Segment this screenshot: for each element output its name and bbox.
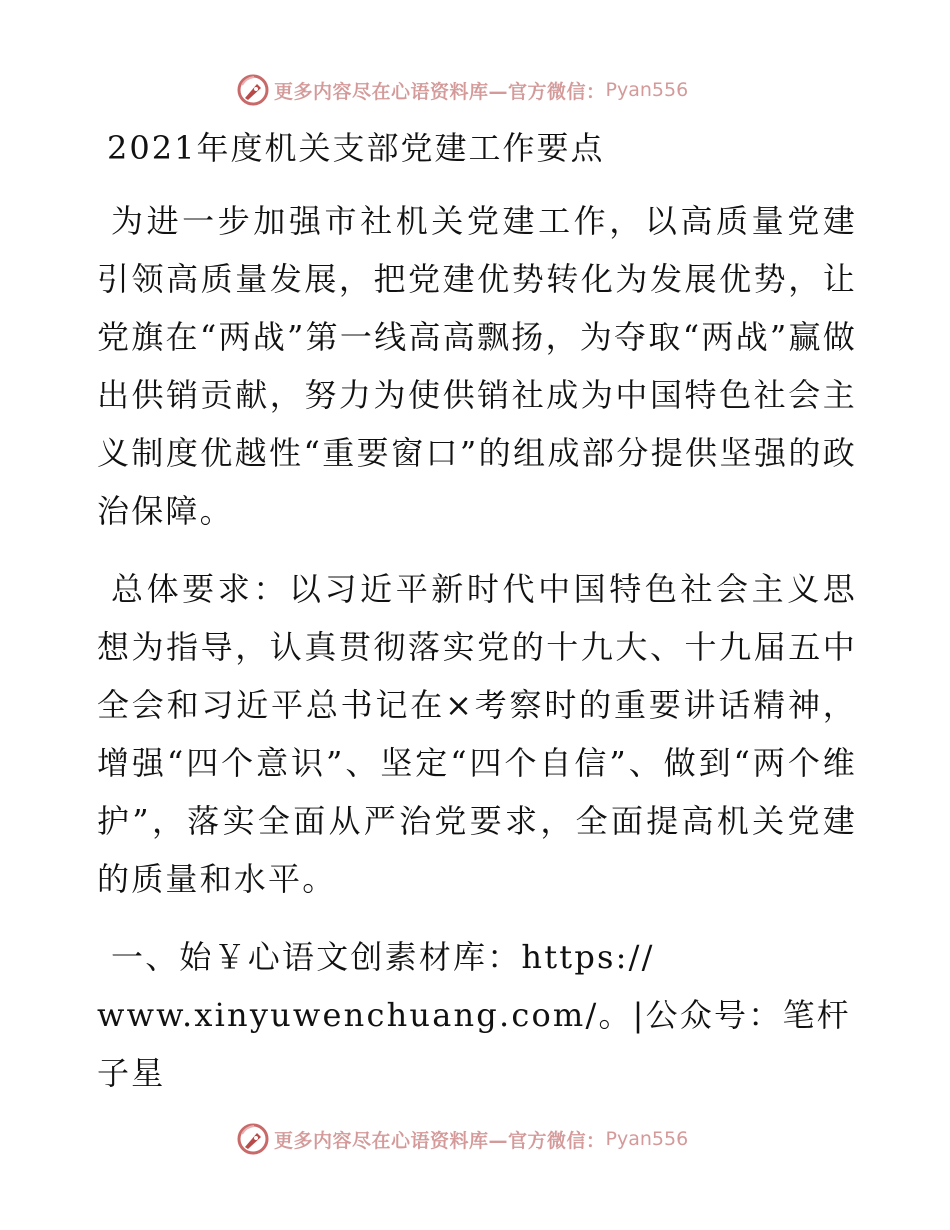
document-body bbox=[97, 120, 857, 1102]
general-requirements-paragraph: 总体要求：以习近平新时代中国特色社会主义思想为指导，认真贯彻落实党的十九大、十九届五中全会和习近平总书记在×考察时的重要讲话精神，增强“四个意识”、坚定“四个自信”、做到“两个维护”，落实全面从严治党要求，全面提高机关党建的质量和水平。 bbox=[97, 570, 857, 898]
watermark-text: 更多内容尽在心语资料库—官方微信： bbox=[274, 80, 606, 103]
section-one-paragraph bbox=[97, 928, 857, 1102]
watermark-header bbox=[236, 73, 688, 107]
watermark-footer bbox=[236, 1122, 688, 1156]
watermark-wechat-id: Pyan556 bbox=[605, 1128, 689, 1150]
source-url-link[interactable]: www.xinyuwenchuang.com/。|公众号：笔杆子星 bbox=[97, 996, 851, 1092]
document-title: 2021年度机关支部党建工作要点 bbox=[107, 129, 605, 167]
watermark-wechat-id: Pyan556 bbox=[605, 79, 689, 101]
pen-nib-circle-icon bbox=[236, 73, 270, 107]
section-one-prefix: 一、始￥心语文创素材库：https:// bbox=[111, 938, 655, 976]
pen-nib-circle-icon bbox=[236, 1122, 270, 1156]
intro-paragraph: 为进一步加强市社机关党建工作，以高质量党建引领高质量发展，把党建优势转化为发展优势，让党旗在“两战”第一线高高飘扬，为夺取“两战”赢做出供销贡献，努力为使供销社成为中国特色社会主义制度优越性“重要窗口”的组成部分提供坚强的政治保障。 bbox=[97, 202, 857, 530]
watermark-text: 更多内容尽在心语资料库—官方微信： bbox=[274, 1129, 606, 1152]
